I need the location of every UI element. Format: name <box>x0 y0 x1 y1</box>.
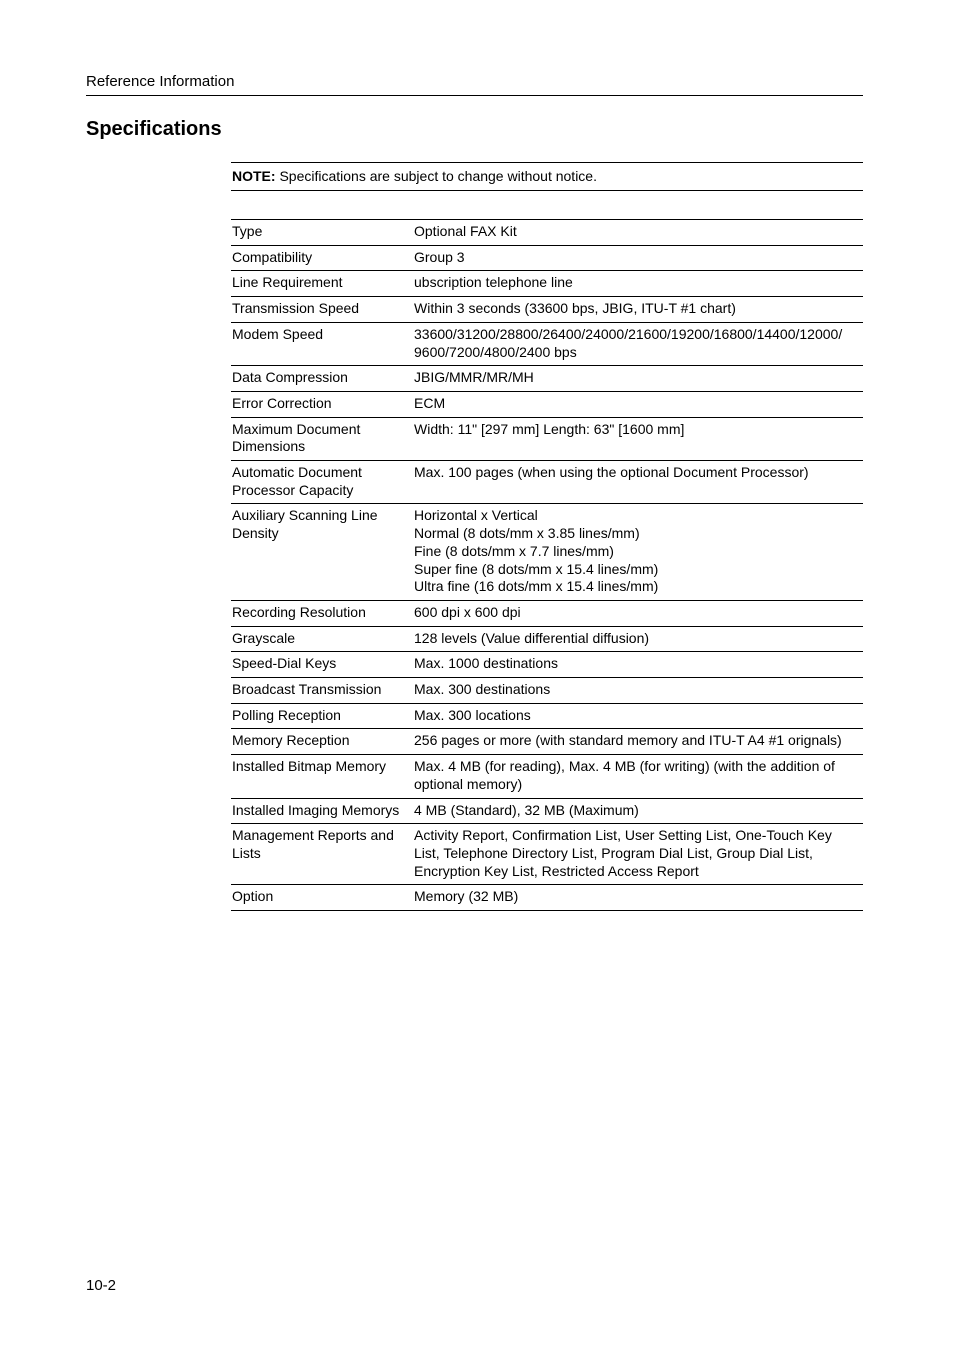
spec-label: Modem Speed <box>232 325 324 342</box>
spec-value: Max. 300 destinations <box>414 681 551 698</box>
spec-value: Optional FAX Kit <box>414 223 517 239</box>
spec-label: Memory Reception <box>232 732 350 749</box>
table-row <box>231 703 863 729</box>
table-row <box>231 417 863 460</box>
spec-value: Activity Report, Confirmation List, User Setting List, One-Touch Key List, Telephone Directory List, Program Dial List, Group Dial List, Encryption Key List, Restricted Access Report <box>414 827 832 879</box>
table-row <box>231 626 863 652</box>
table-row <box>231 755 863 798</box>
spec-value: ubscription telephone line <box>414 274 573 291</box>
table-row <box>231 245 863 271</box>
table-row <box>231 391 863 417</box>
spec-label: Installed Imaging Memorys <box>232 801 400 818</box>
table-row <box>231 504 863 601</box>
spec-value: 256 pages or more (with standard memory and ITU-T A4 #1 orignals) <box>414 732 842 749</box>
table-row <box>231 271 863 297</box>
spec-value: Max. 300 locations <box>414 706 531 723</box>
table-row <box>231 297 863 323</box>
table-row <box>231 461 863 504</box>
table-row <box>231 220 863 246</box>
spec-label: Management Reports and Lists <box>232 827 394 861</box>
table-row <box>231 322 863 365</box>
spec-label: Type <box>232 223 263 239</box>
spec-label: Speed-Dial Keys <box>232 655 337 672</box>
spec-value: Memory (32 MB) <box>414 888 519 905</box>
spec-label: Data Compression <box>232 369 348 386</box>
table-row <box>231 824 863 885</box>
specifications-table <box>231 219 863 911</box>
spec-label: Broadcast Transmission <box>232 681 382 698</box>
page-number: 10-2 <box>86 1277 117 1294</box>
spec-value: JBIG/MMR/MR/MH <box>414 369 534 386</box>
spec-label: Error Correction <box>232 394 332 411</box>
table-row <box>231 600 863 626</box>
spec-label: Automatic Document Processor Capacity <box>232 464 362 498</box>
spec-value: Max. 1000 destinations <box>414 655 558 672</box>
spec-label: Transmission Speed <box>232 300 360 317</box>
spec-value: 33600/31200/28800/26400/24000/21600/19200/16800/14400/12000/ 9600/7200/4800/2400 bps <box>414 325 843 360</box>
note-label: NOTE: <box>232 168 276 184</box>
spec-label: Maximum Document Dimensions <box>232 420 361 455</box>
spec-label: Grayscale <box>232 629 296 646</box>
spec-label: Installed Bitmap Memory <box>232 758 387 775</box>
table-row <box>231 366 863 392</box>
running-header: Reference Information <box>86 73 863 96</box>
table-row <box>231 885 863 911</box>
spec-value: 600 dpi x 600 dpi <box>414 603 521 620</box>
spec-label: Line Requirement <box>232 274 343 291</box>
spec-value: 4 MB (Standard), 32 MB (Maximum) <box>414 801 639 818</box>
spec-label: Compatibility <box>232 248 313 265</box>
spec-value: Width: 11" [297 mm] Length: 63" [1600 mm] <box>414 420 685 437</box>
spec-value: Max. 4 MB (for reading), Max. 4 MB (for writing) (with the addition of optional memory) <box>414 758 835 792</box>
spec-label: Polling Reception <box>232 706 341 723</box>
spec-value: ECM <box>414 394 446 411</box>
table-row <box>231 798 863 824</box>
spec-label: Recording Resolution <box>232 603 366 620</box>
spec-value: Group 3 <box>414 248 465 265</box>
page-title: Specifications <box>86 118 222 140</box>
spec-value: Horizontal x Vertical Normal (8 dots/mm x 3.85 lines/mm) Fine (8 dots/mm x 7.7 lines/mm) Super fine (8 dots/mm x 15.4 lines/mm) Ultra fine (16 dots/mm x 15.4 lines/mm) <box>414 507 659 595</box>
note-box <box>231 162 863 191</box>
spec-label: Auxiliary Scanning Line Density <box>232 507 378 542</box>
note-text: Specifications are subject to change without notice. <box>279 168 597 184</box>
spec-value: Max. 100 pages (when using the optional Document Processor) <box>414 464 809 481</box>
spec-label: Option <box>232 888 274 905</box>
table-row <box>231 652 863 678</box>
spec-value: 128 levels (Value differential diffusion) <box>414 629 650 646</box>
table-row <box>231 729 863 755</box>
spec-value: Within 3 seconds (33600 bps, JBIG, ITU-T #1 chart) <box>414 300 736 317</box>
table-row <box>231 678 863 704</box>
